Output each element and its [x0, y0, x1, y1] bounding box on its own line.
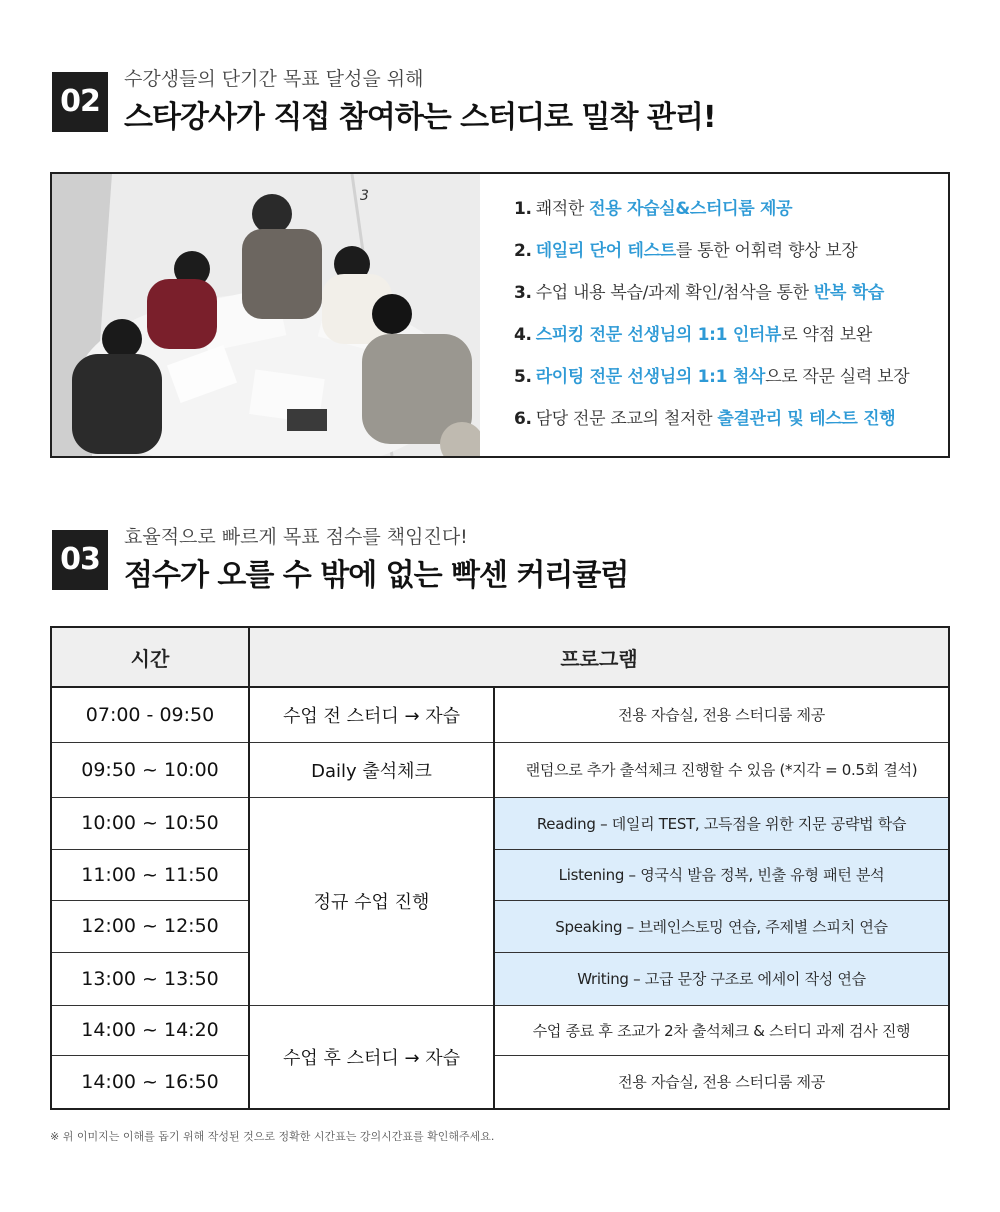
study-photo [52, 174, 480, 456]
footnote: ※ 위 이미지는 이해를 돕기 위해 작성된 것으로 정확한 시간표는 강의시간표를 확인해주세요. [50, 1130, 495, 1143]
header-program: 프로그램 [249, 627, 949, 687]
feature-box [50, 172, 950, 458]
program-cell: Daily 출석체크 [249, 742, 494, 797]
header-time: 시간 [51, 627, 249, 687]
feature-item: 3. 수업 내용 복습/과제 확인/첨삭을 통한 반복 학습 [514, 283, 885, 303]
feature-list [514, 196, 909, 448]
detail-cell: Writing – 고급 문장 구조로 에세이 작성 연습 [494, 952, 949, 1005]
detail-cell: 전용 자습실, 전용 스터디룸 제공 [494, 1055, 949, 1109]
detail-cell: Speaking – 브레인스토밍 연습, 주제별 스피치 연습 [494, 900, 949, 952]
table-row [51, 797, 949, 849]
table-row [51, 1005, 949, 1055]
detail-cell: Listening – 영국식 발음 정복, 빈출 유형 패턴 분석 [494, 849, 949, 900]
detail-cell: 수업 종료 후 조교가 2차 출석체크 & 스터디 과제 검사 진행 [494, 1005, 949, 1055]
table-row [51, 687, 949, 742]
time-cell: 10:00 ~ 10:50 [51, 797, 249, 849]
time-cell: 11:00 ~ 11:50 [51, 849, 249, 900]
feature-item: 1. 쾌적한 전용 자습실&스터디룸 제공 [514, 199, 793, 219]
section-03-title: 점수가 오를 수 밖에 없는 빡센 커리큘럼 [124, 558, 629, 593]
section-02-subtitle: 수강생들의 단기간 목표 달성을 위해 [124, 68, 424, 90]
detail-cell: Reading – 데일리 TEST, 고득점을 위한 지문 공략법 학습 [494, 797, 949, 849]
photo-room-number: 3 [360, 188, 369, 204]
feature-item: 6. 담당 전문 조교의 철저한 출결관리 및 테스트 진행 [514, 409, 896, 429]
time-cell: 12:00 ~ 12:50 [51, 900, 249, 952]
time-cell: 14:00 ~ 16:50 [51, 1055, 249, 1109]
study-photo-illustration [52, 174, 480, 456]
section-03-number: 03 [52, 530, 108, 590]
table-row [51, 849, 949, 900]
detail-cell: 랜덤으로 추가 출석체크 진행할 수 있음 (*지각 = 0.5회 결석) [494, 742, 949, 797]
program-cell: 정규 수업 진행 [249, 797, 494, 1005]
schedule-table [50, 626, 950, 1110]
section-02-title: 스타강사가 직접 참여하는 스터디로 밀착 관리! [124, 100, 716, 135]
program-cell: 수업 전 스터디 → 자습 [249, 687, 494, 742]
feature-item: 4. 스피킹 전문 선생님의 1:1 인터뷰로 약점 보완 [514, 325, 873, 345]
table-row [51, 1055, 949, 1109]
time-cell: 14:00 ~ 14:20 [51, 1005, 249, 1055]
table-row [51, 742, 949, 797]
section-03-subtitle: 효율적으로 빠르게 목표 점수를 책임진다! [124, 526, 468, 548]
schedule-header-row [51, 627, 949, 687]
time-cell: 13:00 ~ 13:50 [51, 952, 249, 1005]
detail-cell: 전용 자습실, 전용 스터디룸 제공 [494, 687, 949, 742]
time-cell: 07:00 - 09:50 [51, 687, 249, 742]
time-cell: 09:50 ~ 10:00 [51, 742, 249, 797]
program-cell: 수업 후 스터디 → 자습 [249, 1005, 494, 1109]
section-02-number: 02 [52, 72, 108, 132]
feature-item: 2. 데일리 단어 테스트를 통한 어휘력 향상 보장 [514, 241, 858, 261]
table-row [51, 952, 949, 1005]
section-02-header [52, 68, 952, 142]
table-row [51, 900, 949, 952]
section-03-header [52, 526, 952, 600]
feature-item: 5. 라이팅 전문 선생님의 1:1 첨삭으로 작문 실력 보장 [514, 367, 910, 387]
